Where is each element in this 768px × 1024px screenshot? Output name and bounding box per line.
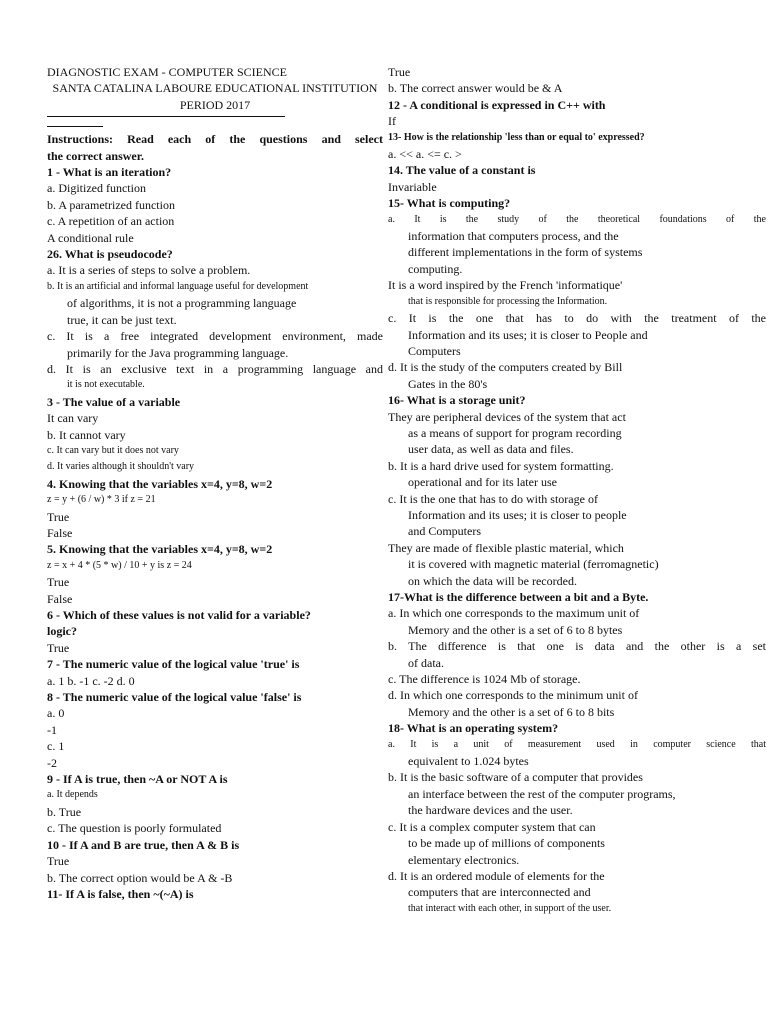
text-line: -1 xyxy=(47,722,57,737)
text-line: d. It is the study of the computers created by Bill xyxy=(388,360,623,375)
text-line: a. It is a series of steps to solve a problem. xyxy=(47,263,251,278)
question-line: 18- What is an operating system? xyxy=(388,721,559,736)
text-line: If xyxy=(388,114,396,129)
text-line: a. In which one corresponds to the maximum unit of xyxy=(388,606,640,621)
question-line: 26. What is pseudocode? xyxy=(47,247,173,262)
right-column xyxy=(388,64,766,917)
text-line: b. The correct option would be A & -B xyxy=(47,870,233,885)
question-line: 7 - The numeric value of the logical value 'true' is xyxy=(47,657,300,672)
text-line: a. << a. <= c. > xyxy=(388,147,462,162)
text-line: b. It cannot vary xyxy=(47,427,126,442)
question-line: 11- If A is false, then ~(~A) is xyxy=(47,886,194,901)
text-line: an interface between the rest of the computer programs, xyxy=(408,786,676,801)
text-line: b. A parametrized function xyxy=(47,197,175,212)
text-line: a. 1 b. -1 c. -2 d. 0 xyxy=(47,673,135,688)
text-line: d. It varies although it shouldn't vary xyxy=(47,461,195,473)
text-line: a. It is a unit of measurement used in computer science that xyxy=(388,738,766,750)
text-line: that interact with each other, in support of the user. xyxy=(408,902,612,914)
text-line: of data. xyxy=(408,655,444,670)
question-line: 16- What is a storage unit? xyxy=(388,393,526,408)
text-line: it is not executable. xyxy=(67,379,145,391)
text-line: SANTA CATALINA LABOURE EDUCATIONAL INSTITUTION xyxy=(52,81,378,96)
text-line: operational and for its later use xyxy=(408,475,557,490)
text-line: c. It is a free integrated development environment, made xyxy=(47,329,383,344)
text-line: DIAGNOSTIC EXAM - COMPUTER SCIENCE xyxy=(47,65,288,79)
text-line: True xyxy=(47,640,70,655)
text-line: False xyxy=(47,591,73,606)
text-line: c. It is the one that has to do with storage of xyxy=(388,491,598,506)
text-line: d. It is an exclusive text in a programming language and xyxy=(47,361,383,376)
question-line: 3 - The value of a variable xyxy=(47,394,181,409)
text-line: primarily for the Java programming language. xyxy=(67,345,289,360)
text-line: user data, as well as data and files. xyxy=(408,442,574,457)
text-line: Invariable xyxy=(388,179,437,194)
text-line: Information and its uses; it is closer to People and xyxy=(408,327,648,342)
text-line: Memory and the other is a set of 6 to 8 bits xyxy=(408,704,615,719)
question-line: 15- What is computing? xyxy=(388,196,511,211)
text-line: b. The difference is that one is data and the other is a set xyxy=(388,639,766,654)
text-line: True xyxy=(388,65,411,79)
text-line: False xyxy=(47,525,73,540)
signature-line xyxy=(47,116,285,117)
question-line: 13- How is the relationship 'less than or equal to' expressed? xyxy=(388,131,645,143)
question-line: 12 - A conditional is expressed in C++ with xyxy=(388,97,606,112)
text-line: -2 xyxy=(47,755,57,770)
question-line: 9 - If A is true, then ~A or NOT A is xyxy=(47,772,228,787)
question-line: 5. Knowing that the variables x=4, y=8, w=2 xyxy=(47,542,273,557)
question-line: the correct answer. xyxy=(47,148,144,163)
text-line: c. 1 xyxy=(47,739,65,754)
text-line: d. In which one corresponds to the minimum unit of xyxy=(388,688,638,703)
text-line: c. It can vary but it does not vary xyxy=(47,444,179,456)
text-line: They are made of flexible plastic material, which xyxy=(388,540,624,555)
text-line: b. True xyxy=(47,804,82,819)
text-line: on which the data will be recorded. xyxy=(408,573,577,588)
text-line: c. It is a complex computer system that can xyxy=(388,819,596,834)
text-line: the hardware devices and the user. xyxy=(408,803,573,818)
text-line: a. It is the study of the theoretical foundations of the xyxy=(388,213,766,225)
text-line: information that computers process, and the xyxy=(408,229,619,244)
text-line: True xyxy=(47,854,70,869)
text-line: elementary electronics. xyxy=(408,852,520,867)
text-line: a. It depends xyxy=(47,789,98,801)
text-line: different implementations in the form of systems xyxy=(408,245,643,260)
text-line: equivalent to 1.024 bytes xyxy=(408,754,529,769)
text-line: They are peripheral devices of the system that act xyxy=(388,409,626,424)
text-line: A conditional rule xyxy=(47,230,134,245)
text-line: Gates in the 80's xyxy=(408,376,488,391)
text-line: z = y + (6 / w) * 3 if z = 21 xyxy=(47,494,156,506)
question-line: 4. Knowing that the variables x=4, y=8, w=2 xyxy=(47,476,273,491)
text-line: of algorithms, it is not a programming language xyxy=(67,296,297,311)
text-line: that is responsible for processing the Information. xyxy=(408,295,608,307)
text-line: PERIOD 2017 xyxy=(179,97,251,112)
text-line: and Computers xyxy=(408,524,481,539)
text-line: c. It is the one that has to do with the treatment of the xyxy=(388,311,766,326)
text-line: b. It is an artificial and informal language useful for development xyxy=(47,280,309,292)
text-line: True xyxy=(47,509,70,524)
question-line: 14. The value of a constant is xyxy=(388,163,536,178)
text-line: computers that are interconnected and xyxy=(408,885,591,900)
left-column xyxy=(47,64,383,902)
question-line: Instructions: Read each of the questions and select xyxy=(47,132,383,147)
text-line: b. It is the basic software of a computer that provides xyxy=(388,770,643,785)
question-line: 17-What is the difference between a bit and a Byte. xyxy=(388,590,649,604)
text-line: as a means of support for program recording xyxy=(408,425,622,440)
text-line: Information and its uses; it is closer to people xyxy=(408,507,627,522)
text-line: c. The question is poorly formulated xyxy=(47,821,222,836)
text-line: true, it can be just text. xyxy=(67,312,177,327)
question-line: 8 - The numeric value of the logical value 'false' is xyxy=(47,690,302,705)
question-line: 6 - Which of these values is not valid for a variable? xyxy=(47,608,311,622)
text-line: computing. xyxy=(408,261,463,276)
text-line: Computers xyxy=(408,343,461,358)
text-line: z = x + 4 * (5 * w) / 10 + y is z = 24 xyxy=(47,559,192,571)
text-line: to be made up of millions of components xyxy=(408,836,605,851)
text-line: b. The correct answer would be & A xyxy=(388,81,563,96)
question-line: 10 - If A and B are true, then A & B is xyxy=(47,837,240,852)
text-line: c. The difference is 1024 Mb of storage. xyxy=(388,672,581,687)
text-line: b. It is a hard drive used for system formatting. xyxy=(388,458,614,473)
text-line: a. 0 xyxy=(47,706,65,721)
text-line: it is covered with magnetic material (ferromagnetic) xyxy=(408,557,659,572)
text-line: a. Digitized function xyxy=(47,181,146,196)
text-line: It is a word inspired by the French 'informatique' xyxy=(388,278,623,293)
text-line: Memory and the other is a set of 6 to 8 bytes xyxy=(408,622,623,637)
text-line: It can vary xyxy=(47,411,99,426)
question-line: 1 - What is an iteration? xyxy=(47,165,172,180)
text-line: True xyxy=(47,575,70,590)
text-line: c. A repetition of an action xyxy=(47,214,175,229)
question-line: logic? xyxy=(47,624,77,639)
text-line: d. It is an ordered module of elements for the xyxy=(388,868,605,883)
